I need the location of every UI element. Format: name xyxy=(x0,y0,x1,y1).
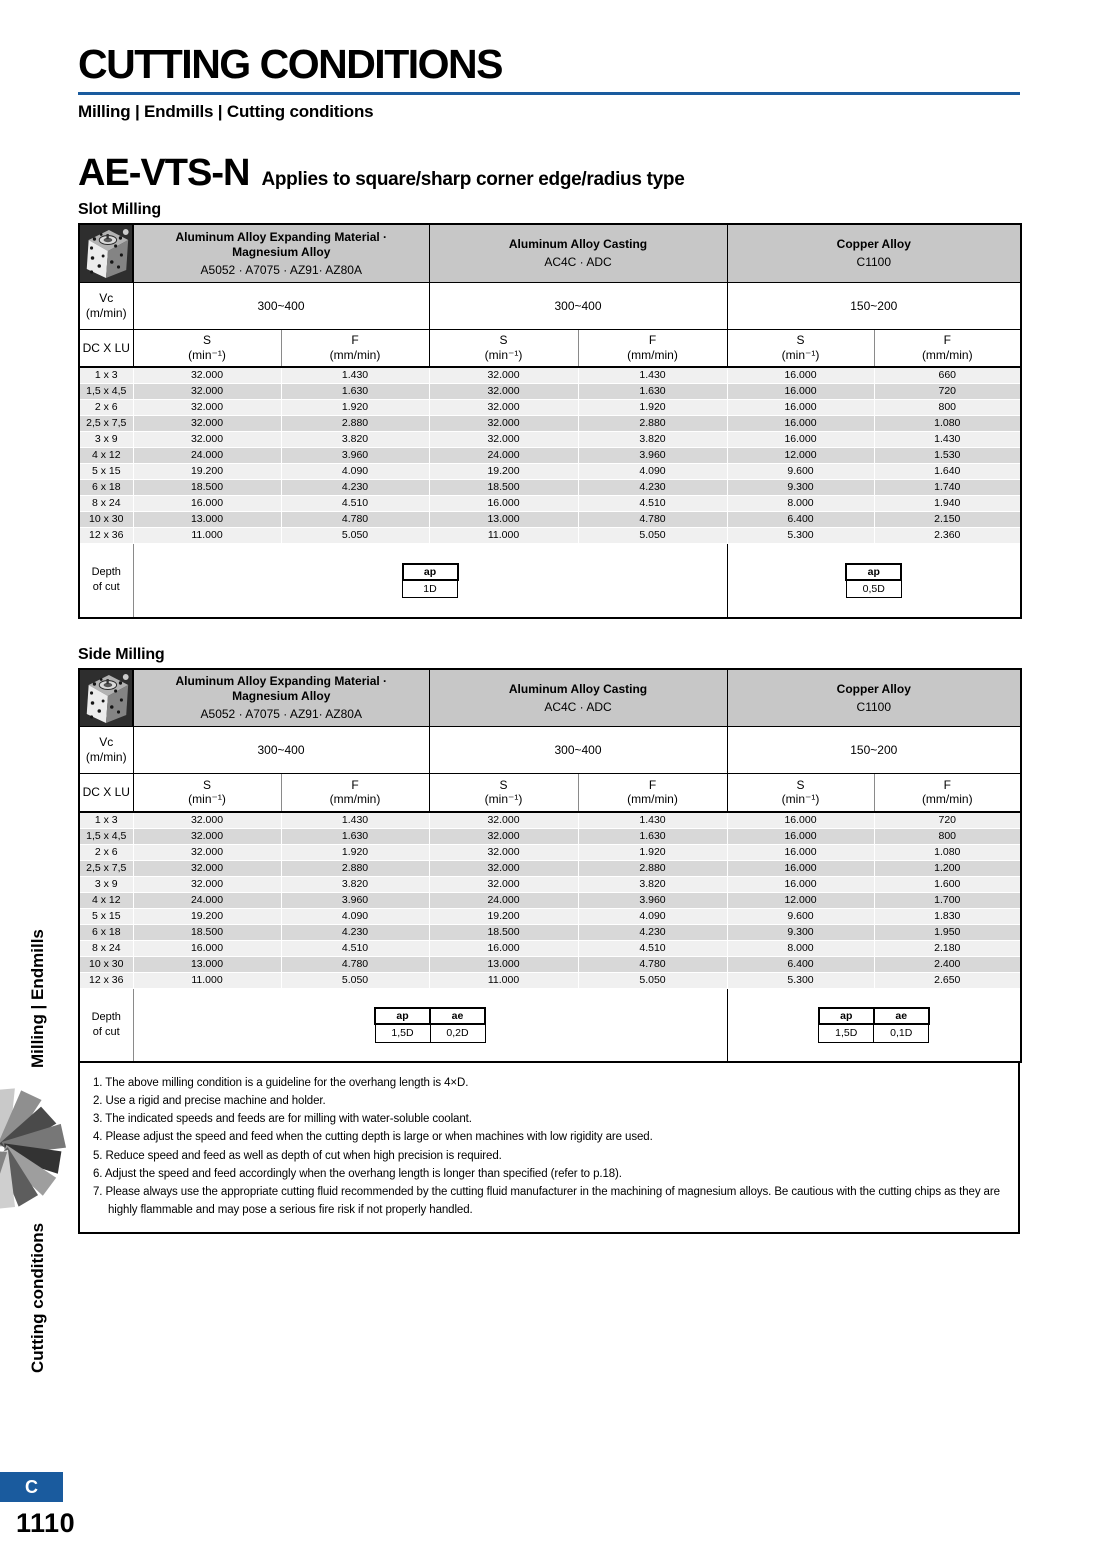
value-cell: 32.000 xyxy=(429,860,578,876)
depth-mini-table xyxy=(374,1007,486,1043)
value-cell: 16.000 xyxy=(727,844,874,860)
slot-milling-table xyxy=(78,223,1022,619)
value-cell: 4.090 xyxy=(578,908,727,924)
vc-value: 150~200 xyxy=(727,727,1021,774)
value-cell: 2.360 xyxy=(874,528,1021,544)
value-cell: 32.000 xyxy=(133,812,281,829)
value-cell: 16.000 xyxy=(727,432,874,448)
size-label-cell: 8 x 24 xyxy=(79,496,133,512)
depth-param-label: ap xyxy=(403,564,458,580)
sidebar-label-milling-endmills: Milling | Endmills xyxy=(28,929,47,1068)
value-cell: 13.000 xyxy=(133,512,281,528)
material-header-row xyxy=(79,669,1021,727)
value-cell: 13.000 xyxy=(429,956,578,972)
value-cell: 16.000 xyxy=(727,860,874,876)
size-label-cell: 3 x 9 xyxy=(79,876,133,892)
table-row xyxy=(79,448,1021,464)
vc-value: 300~400 xyxy=(429,282,727,329)
vc-label: Vc (m/min) xyxy=(79,282,133,329)
material-header-aluminum-expanding: Aluminum Alloy Expanding Material · Magnesium Alloy A5052 · A7075 · AZ91· AZ80A xyxy=(133,669,429,727)
depth-param-label: ap xyxy=(846,564,901,580)
value-cell: 16.000 xyxy=(727,828,874,844)
value-cell: 4.780 xyxy=(281,512,429,528)
value-cell: 11.000 xyxy=(133,972,281,988)
size-label-cell: 3 x 9 xyxy=(79,432,133,448)
material-header-copper: Copper Alloy C1100 xyxy=(727,669,1021,727)
value-cell: 2.150 xyxy=(874,512,1021,528)
value-cell: 3.960 xyxy=(578,892,727,908)
table-row xyxy=(79,876,1021,892)
depth-param-value: 1,5D xyxy=(375,1024,430,1042)
depth-param-label: ap xyxy=(375,1008,430,1024)
size-label-cell: 2 x 6 xyxy=(79,844,133,860)
value-cell: 3.820 xyxy=(578,876,727,892)
depth-param-label: ae xyxy=(430,1008,485,1024)
depth-of-cut-label: Depth of cut xyxy=(79,988,133,1062)
value-cell: 1.700 xyxy=(874,892,1021,908)
value-cell: 32.000 xyxy=(133,384,281,400)
value-cell: 12.000 xyxy=(727,892,874,908)
size-label-cell: 2,5 x 7,5 xyxy=(79,860,133,876)
value-cell: 32.000 xyxy=(429,432,578,448)
size-label-cell: 10 x 30 xyxy=(79,956,133,972)
value-cell: 5.050 xyxy=(578,972,727,988)
speed-header: S (min⁻¹) xyxy=(133,774,281,812)
value-cell: 1.920 xyxy=(578,400,727,416)
value-cell: 5.050 xyxy=(281,972,429,988)
value-cell: 2.650 xyxy=(874,972,1021,988)
main-content xyxy=(78,0,1020,1234)
depth-mini-table xyxy=(845,563,902,599)
value-cell: 1.430 xyxy=(874,432,1021,448)
cutting-speed-row xyxy=(79,727,1021,774)
note-line: 2. Use a rigid and precise machine and holder. xyxy=(93,1095,326,1108)
value-cell: 32.000 xyxy=(133,828,281,844)
depth-of-cut-aluminum xyxy=(133,988,727,1062)
page-title: CUTTING CONDITIONS xyxy=(78,41,502,87)
value-cell: 8.000 xyxy=(727,940,874,956)
value-cell: 4.780 xyxy=(281,956,429,972)
value-cell: 19.200 xyxy=(133,464,281,480)
value-cell: 5.300 xyxy=(727,528,874,544)
value-cell: 720 xyxy=(874,812,1021,829)
value-cell: 4.510 xyxy=(281,940,429,956)
value-cell: 9.600 xyxy=(727,908,874,924)
value-cell: 32.000 xyxy=(429,416,578,432)
value-cell: 24.000 xyxy=(429,448,578,464)
value-cell: 18.500 xyxy=(133,480,281,496)
value-cell: 16.000 xyxy=(429,496,578,512)
value-cell: 18.500 xyxy=(429,480,578,496)
value-cell: 16.000 xyxy=(133,940,281,956)
size-label-cell: 4 x 12 xyxy=(79,892,133,908)
vc-value: 300~400 xyxy=(429,727,727,774)
section-title-side-milling: Side Milling xyxy=(78,645,165,663)
table-row xyxy=(79,956,1021,972)
table-row xyxy=(79,812,1021,829)
value-cell: 32.000 xyxy=(429,367,578,384)
table-row xyxy=(79,860,1021,876)
material-header-aluminum-casting: Aluminum Alloy Casting AC4C · ADC xyxy=(429,224,727,282)
cutting-speed-row xyxy=(79,282,1021,329)
material-block-icon xyxy=(79,669,133,727)
value-cell: 4.090 xyxy=(281,908,429,924)
depth-param-value: 0,1D xyxy=(874,1024,929,1042)
value-cell: 9.300 xyxy=(727,480,874,496)
value-cell: 4.230 xyxy=(578,480,727,496)
depth-of-cut-copper xyxy=(727,544,1021,618)
speed-header: S (min⁻¹) xyxy=(133,329,281,367)
value-cell: 3.820 xyxy=(281,876,429,892)
value-cell: 1.950 xyxy=(874,924,1021,940)
value-cell: 6.400 xyxy=(727,512,874,528)
title-block xyxy=(78,0,1020,95)
value-cell: 8.000 xyxy=(727,496,874,512)
value-cell: 3.960 xyxy=(281,448,429,464)
size-label-cell: 1 x 3 xyxy=(79,367,133,384)
value-cell: 4.780 xyxy=(578,956,727,972)
vc-label: Vc (m/min) xyxy=(79,727,133,774)
value-cell: 16.000 xyxy=(727,367,874,384)
value-cell: 12.000 xyxy=(727,448,874,464)
size-label-cell: 10 x 30 xyxy=(79,512,133,528)
value-cell: 11.000 xyxy=(429,972,578,988)
table-row xyxy=(79,512,1021,528)
speed-header: S (min⁻¹) xyxy=(727,774,874,812)
note-line: 7. Please always use the appropriate cutting fluid recommended by the cutting fluid manufacturer in the machining of magnesium alloys. Be cautious with the cutting chips as they are highly flammable and may pose a serious fire risk if not properly handled. xyxy=(93,1185,1000,1217)
value-cell: 32.000 xyxy=(133,400,281,416)
table-row xyxy=(79,432,1021,448)
size-label-cell: 1,5 x 4,5 xyxy=(79,384,133,400)
table-row xyxy=(79,416,1021,432)
value-cell: 4.230 xyxy=(281,480,429,496)
feed-header: F (mm/min) xyxy=(578,774,727,812)
depth-of-cut-row xyxy=(79,544,1021,618)
note-line: 5. Reduce speed and feed as well as depth of cut when high precision is required. xyxy=(93,1149,502,1162)
material-header-copper: Copper Alloy C1100 xyxy=(727,224,1021,282)
pinwheel-logo xyxy=(0,1083,66,1215)
depth-of-cut-row xyxy=(79,988,1021,1062)
value-cell: 1.430 xyxy=(578,812,727,829)
value-cell: 2.400 xyxy=(874,956,1021,972)
table-row xyxy=(79,924,1021,940)
feed-header: F (mm/min) xyxy=(874,329,1021,367)
note-line: 3. The indicated speeds and feeds are for milling with water-soluble coolant. xyxy=(93,1113,472,1126)
size-label-cell: 5 x 15 xyxy=(79,464,133,480)
note-line: 1. The above milling condition is a guideline for the overhang length is 4×D. xyxy=(93,1077,469,1089)
value-cell: 4.510 xyxy=(578,940,727,956)
value-cell: 2.880 xyxy=(281,860,429,876)
value-cell: 1.080 xyxy=(874,416,1021,432)
feed-header: F (mm/min) xyxy=(281,774,429,812)
table-row xyxy=(79,528,1021,544)
value-cell: 16.000 xyxy=(727,384,874,400)
value-cell: 1.200 xyxy=(874,860,1021,876)
value-cell: 24.000 xyxy=(133,448,281,464)
material-header-aluminum-casting: Aluminum Alloy Casting AC4C · ADC xyxy=(429,669,727,727)
product-heading xyxy=(78,154,1020,192)
dc-lu-label: DC X LU xyxy=(79,774,133,812)
value-cell: 6.400 xyxy=(727,956,874,972)
depth-of-cut-copper xyxy=(727,988,1021,1062)
depth-param-value: 0,2D xyxy=(430,1024,485,1042)
value-cell: 1.630 xyxy=(281,828,429,844)
value-cell: 16.000 xyxy=(133,496,281,512)
value-cell: 9.600 xyxy=(727,464,874,480)
value-cell: 4.510 xyxy=(281,496,429,512)
value-cell: 18.500 xyxy=(133,924,281,940)
table-row xyxy=(79,972,1021,988)
size-label-cell: 8 x 24 xyxy=(79,940,133,956)
value-cell: 19.200 xyxy=(133,908,281,924)
value-cell: 1.080 xyxy=(874,844,1021,860)
value-cell: 2.880 xyxy=(578,860,727,876)
value-cell: 1.630 xyxy=(578,828,727,844)
table-row xyxy=(79,908,1021,924)
size-label-cell: 6 x 18 xyxy=(79,480,133,496)
value-cell: 11.000 xyxy=(429,528,578,544)
table-row xyxy=(79,384,1021,400)
table-row xyxy=(79,400,1021,416)
value-cell: 3.820 xyxy=(578,432,727,448)
table-row xyxy=(79,828,1021,844)
value-cell: 19.200 xyxy=(429,464,578,480)
product-name: AE-VTS-N xyxy=(78,152,250,194)
vc-value: 150~200 xyxy=(727,282,1021,329)
value-cell: 32.000 xyxy=(133,860,281,876)
table-row xyxy=(79,480,1021,496)
depth-param-label: ae xyxy=(874,1008,929,1024)
value-cell: 24.000 xyxy=(133,892,281,908)
depth-param-value: 1,5D xyxy=(819,1024,874,1042)
speed-header: S (min⁻¹) xyxy=(727,329,874,367)
value-cell: 1.430 xyxy=(281,367,429,384)
speed-header: S (min⁻¹) xyxy=(429,329,578,367)
table-row xyxy=(79,892,1021,908)
value-cell: 16.000 xyxy=(727,812,874,829)
size-label-cell: 5 x 15 xyxy=(79,908,133,924)
value-cell: 4.230 xyxy=(578,924,727,940)
value-cell: 32.000 xyxy=(429,844,578,860)
value-cell: 32.000 xyxy=(133,367,281,384)
value-cell: 16.000 xyxy=(727,416,874,432)
size-label-cell: 1,5 x 4,5 xyxy=(79,828,133,844)
table-row xyxy=(79,464,1021,480)
page-number: 1110 xyxy=(16,1508,76,1538)
value-cell: 16.000 xyxy=(727,876,874,892)
value-cell: 5.050 xyxy=(578,528,727,544)
value-cell: 32.000 xyxy=(429,400,578,416)
value-cell: 32.000 xyxy=(133,432,281,448)
value-cell: 1.530 xyxy=(874,448,1021,464)
value-cell: 2.880 xyxy=(578,416,727,432)
value-cell: 720 xyxy=(874,384,1021,400)
value-cell: 11.000 xyxy=(133,528,281,544)
value-cell: 32.000 xyxy=(133,844,281,860)
feed-header: F (mm/min) xyxy=(578,329,727,367)
value-cell: 32.000 xyxy=(133,416,281,432)
size-label-cell: 6 x 18 xyxy=(79,924,133,940)
value-cell: 4.090 xyxy=(281,464,429,480)
note-line: 6. Adjust the speed and feed accordingly when the overhang length is longer than specified (refer to p.18). xyxy=(93,1167,622,1180)
table-row xyxy=(79,940,1021,956)
value-cell: 2.880 xyxy=(281,416,429,432)
value-cell: 4.230 xyxy=(281,924,429,940)
material-header-aluminum-expanding: Aluminum Alloy Expanding Material · Magnesium Alloy A5052 · A7075 · AZ91· AZ80A xyxy=(133,224,429,282)
product-applies-note: Applies to square/sharp corner edge/radius type xyxy=(261,169,685,190)
value-cell: 1.430 xyxy=(578,367,727,384)
table-row xyxy=(79,496,1021,512)
size-label-cell: 12 x 36 xyxy=(79,528,133,544)
value-cell: 4.780 xyxy=(578,512,727,528)
value-cell: 3.960 xyxy=(578,448,727,464)
value-cell: 1.920 xyxy=(578,844,727,860)
value-cell: 16.000 xyxy=(727,400,874,416)
vc-value: 300~400 xyxy=(133,727,429,774)
feed-header: F (mm/min) xyxy=(874,774,1021,812)
value-cell: 5.050 xyxy=(281,528,429,544)
value-cell: 32.000 xyxy=(133,876,281,892)
value-cell: 32.000 xyxy=(429,812,578,829)
value-cell: 32.000 xyxy=(429,828,578,844)
value-cell: 800 xyxy=(874,400,1021,416)
value-cell: 16.000 xyxy=(429,940,578,956)
value-cell: 1.940 xyxy=(874,496,1021,512)
value-cell: 4.090 xyxy=(578,464,727,480)
value-cell: 1.640 xyxy=(874,464,1021,480)
note-line: 4. Please adjust the speed and feed when the cutting depth is large or when machines with low rigidity are used. xyxy=(93,1131,653,1144)
material-block-icon xyxy=(79,224,133,282)
size-label-cell: 12 x 36 xyxy=(79,972,133,988)
depth-mini-table xyxy=(818,1007,930,1043)
section-letter-badge: C xyxy=(0,1472,63,1502)
size-label-cell: 1 x 3 xyxy=(79,812,133,829)
value-cell: 5.300 xyxy=(727,972,874,988)
feed-header: F (mm/min) xyxy=(281,329,429,367)
value-cell: 32.000 xyxy=(429,384,578,400)
value-cell: 24.000 xyxy=(429,892,578,908)
value-cell: 1.600 xyxy=(874,876,1021,892)
sidebar-label-cutting-conditions: Cutting conditions xyxy=(28,1222,47,1373)
breadcrumb: Milling | Endmills | Cutting conditions xyxy=(78,102,374,121)
value-cell: 2.180 xyxy=(874,940,1021,956)
table-row xyxy=(79,367,1021,384)
value-cell: 13.000 xyxy=(133,956,281,972)
depth-of-cut-aluminum xyxy=(133,544,727,618)
value-cell: 19.200 xyxy=(429,908,578,924)
value-cell: 1.630 xyxy=(281,384,429,400)
value-cell: 660 xyxy=(874,367,1021,384)
value-cell: 9.300 xyxy=(727,924,874,940)
value-cell: 1.740 xyxy=(874,480,1021,496)
speed-header: S (min⁻¹) xyxy=(429,774,578,812)
size-label-cell: 2 x 6 xyxy=(79,400,133,416)
section-title-slot-milling: Slot Milling xyxy=(78,201,161,218)
material-header-row xyxy=(79,224,1021,282)
value-cell: 32.000 xyxy=(429,876,578,892)
dc-lu-label: DC X LU xyxy=(79,329,133,367)
table-row xyxy=(79,844,1021,860)
value-cell: 18.500 xyxy=(429,924,578,940)
value-cell: 1.920 xyxy=(281,400,429,416)
value-cell: 1.630 xyxy=(578,384,727,400)
value-cell: 4.510 xyxy=(578,496,727,512)
depth-param-value: 1D xyxy=(403,580,458,598)
value-cell: 3.820 xyxy=(281,432,429,448)
notes-list xyxy=(78,1063,1020,1234)
value-cell: 800 xyxy=(874,828,1021,844)
depth-param-value: 0,5D xyxy=(846,580,901,598)
column-header-row xyxy=(79,774,1021,812)
value-cell: 1.830 xyxy=(874,908,1021,924)
value-cell: 1.920 xyxy=(281,844,429,860)
size-label-cell: 4 x 12 xyxy=(79,448,133,464)
depth-of-cut-label: Depth of cut xyxy=(79,544,133,618)
column-header-row xyxy=(79,329,1021,367)
vc-value: 300~400 xyxy=(133,282,429,329)
depth-mini-table xyxy=(402,563,459,599)
value-cell: 1.430 xyxy=(281,812,429,829)
value-cell: 3.960 xyxy=(281,892,429,908)
depth-param-label: ap xyxy=(819,1008,874,1024)
value-cell: 13.000 xyxy=(429,512,578,528)
side-milling-table xyxy=(78,668,1022,1064)
size-label-cell: 2,5 x 7,5 xyxy=(79,416,133,432)
